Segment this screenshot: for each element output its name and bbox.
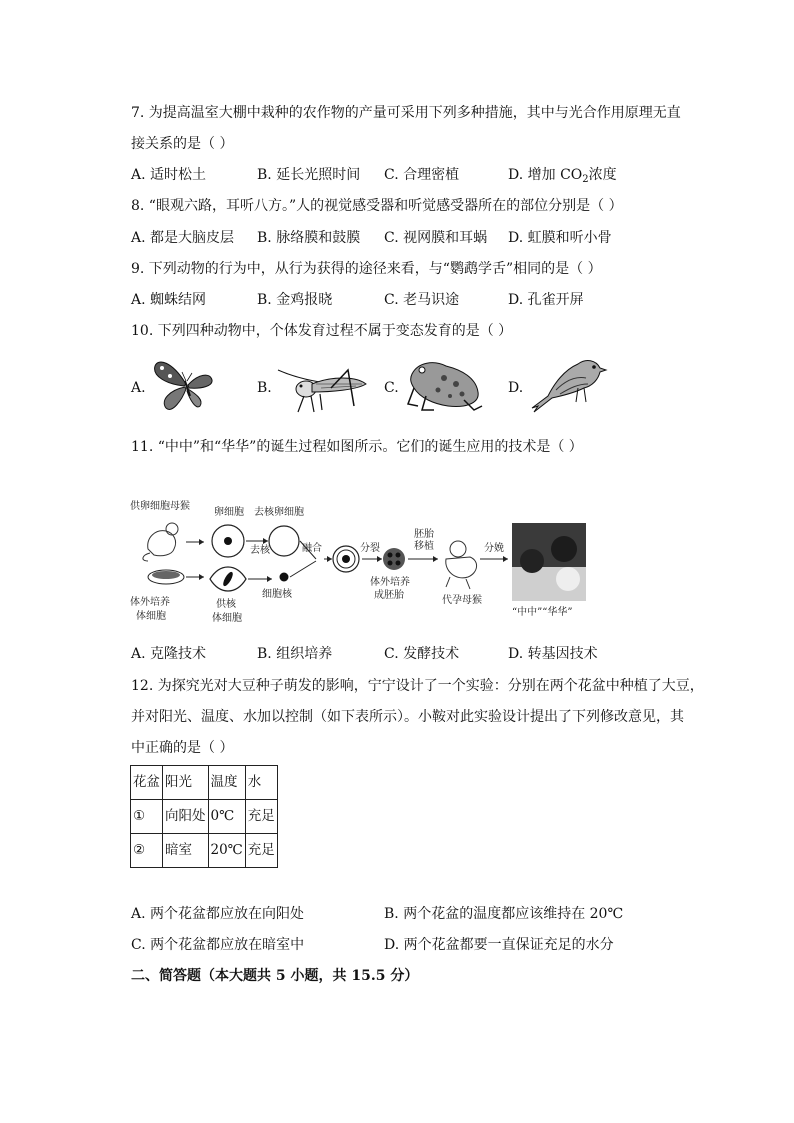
question-11-stem: 11. “中中”和“华华”的诞生过程如图所示。它们的诞生应用的技术是（ ）: [131, 439, 583, 455]
table-header-cell: 温度: [208, 766, 245, 800]
label-embryo-culture-1: 体外培养: [370, 577, 410, 588]
enucleated-egg-icon: [269, 526, 299, 556]
table-cell: ②: [131, 834, 163, 868]
question-8-option-c: C. 视网膜和耳蜗: [384, 230, 488, 246]
table-cell: 充足: [245, 800, 277, 834]
question-10-option-a: A.: [131, 380, 146, 396]
question-11-option-a: A. 克隆技术: [131, 646, 207, 662]
table-row: [131, 800, 278, 834]
question-12-option-b: B. 两个花盆的温度都应该维持在 20℃: [384, 906, 624, 922]
question-12-option-c: C. 两个花盆都应放在暗室中: [131, 937, 305, 953]
experiment-table: [130, 765, 278, 868]
label-donor-egg-monkey: 供卵细胞母猴: [130, 501, 190, 512]
question-12-option-a: A. 两个花盆都应放在向阳处: [131, 906, 305, 922]
label-divide: 分裂: [360, 543, 380, 554]
question-8-stem: 8. “眼观六路，耳听八方。”人的视觉感受器和听觉感受器所在的部位分别是（ ）: [131, 198, 623, 214]
table-cell: 20℃: [208, 834, 245, 868]
nucleus-icon: [280, 573, 289, 582]
question-8-option-b: B. 脉络膜和鼓膜: [257, 230, 361, 246]
frog-icon: [404, 356, 484, 414]
label-remove-nucleus: 去核: [250, 545, 270, 556]
question-7-option-b: B. 延长光照时间: [257, 167, 361, 183]
question-7-stem-line1: 7. 为提高温室大棚中栽种的农作物的产量可采用下列多种措施，其中与光合作用原理无直: [131, 105, 681, 121]
baby-monkeys-photo: [512, 523, 586, 601]
question-11-option-d: D. 转基因技术: [508, 646, 598, 662]
question-9-option-d: D. 孔雀开屏: [508, 292, 584, 308]
label-birth: 分娩: [484, 543, 504, 554]
question-12-stem-line2: 并对阳光、温度、水加以控制（如下表所示）。小鞍对此实验设计提出了下列修改意见，其: [131, 709, 684, 725]
question-8-option-d: D. 虹膜和听小骨: [508, 230, 612, 246]
egg-cell-icon: [212, 525, 244, 557]
option-d-suffix: 浓度: [588, 167, 617, 183]
question-9-option-a: A. 蜘蛛结网: [131, 292, 207, 308]
butterfly-icon: [152, 356, 222, 414]
table-header-cell: 阳光: [163, 766, 209, 800]
label-embryo-transfer-2: 移植: [414, 541, 434, 552]
table-cell: ①: [131, 800, 163, 834]
label-embryo-transfer-1: 胚胎: [414, 529, 434, 540]
embryo-icon: [383, 548, 405, 570]
grasshopper-icon: [276, 362, 371, 417]
table-header-cell: 花盆: [131, 766, 163, 800]
question-10-option-b: B.: [257, 380, 272, 396]
label-photo-caption: “中中”“华华”: [512, 607, 573, 618]
co2-subscript: 2: [582, 174, 589, 185]
table-header-row: [131, 766, 278, 800]
table-cell: 充足: [245, 834, 277, 868]
question-10-option-c: C.: [384, 380, 399, 396]
section-2-heading: 二、简答题（本大题共 5 小题，共 15.5 分）: [131, 968, 419, 984]
question-9-stem: 9. 下列动物的行为中，从行为获得的途径来看，与“鹦鹉学舌”相同的是（ ）: [131, 261, 602, 277]
cloning-process-diagram: [128, 497, 588, 632]
question-7-stem-line2: 接关系的是（ ）: [131, 136, 234, 152]
fused-cell-icon: [333, 546, 359, 572]
question-12-stem-line1: 12. 为探究光对大豆种子萌发的影响，宁宁设计了一个实验：分别在两个花盆中种植了大豆，: [131, 678, 704, 694]
label-egg-cell: 卵细胞: [214, 507, 244, 518]
bird-icon: [530, 354, 608, 414]
question-11-option-c: C. 发酵技术: [384, 646, 460, 662]
label-culture: 体外培养: [130, 597, 170, 608]
somatic-cell-icon: [210, 567, 246, 591]
table-row: [131, 834, 278, 868]
question-7-option-a: A. 适时松土: [131, 167, 207, 183]
question-11-option-b: B. 组织培养: [257, 646, 333, 662]
donor-monkey-icon: [143, 523, 178, 561]
question-7-option-c: C. 合理密植: [384, 167, 460, 183]
question-10-option-d: D.: [508, 380, 524, 396]
question-10-stem: 10. 下列四种动物中，个体发育过程不属于变态发育的是（ ）: [131, 323, 513, 339]
question-9-option-b: B. 金鸡报晓: [257, 292, 333, 308]
label-donor-nucleus-1: 供核: [216, 599, 236, 610]
table-header-cell: 水: [245, 766, 277, 800]
table-cell: 0℃: [208, 800, 245, 834]
question-9-option-c: C. 老马识途: [384, 292, 460, 308]
label-fusion: 融合: [302, 543, 322, 554]
surrogate-monkey-icon: [446, 541, 477, 589]
question-8-option-a: A. 都是大脑皮层: [131, 230, 235, 246]
label-donor-nucleus-2: 体细胞: [212, 613, 242, 624]
question-12-stem-line3: 中正确的是（ ）: [131, 740, 234, 756]
culture-dish-icon: [148, 570, 184, 584]
label-surrogate: 代孕母猴: [442, 595, 482, 606]
option-d-prefix: D. 增加 CO: [508, 167, 583, 183]
label-body-cell: 体细胞: [136, 611, 166, 622]
label-embryo-culture-2: 成胚胎: [374, 590, 404, 601]
question-7-option-d: [508, 165, 617, 190]
table-cell: 暗室: [163, 834, 209, 868]
question-12-option-d: D. 两个花盆都要一直保证充足的水分: [384, 937, 614, 953]
table-cell: 向阳处: [163, 800, 209, 834]
label-enucleated-egg: 去核卵细胞: [254, 507, 304, 518]
label-nucleus: 细胞核: [262, 589, 292, 600]
